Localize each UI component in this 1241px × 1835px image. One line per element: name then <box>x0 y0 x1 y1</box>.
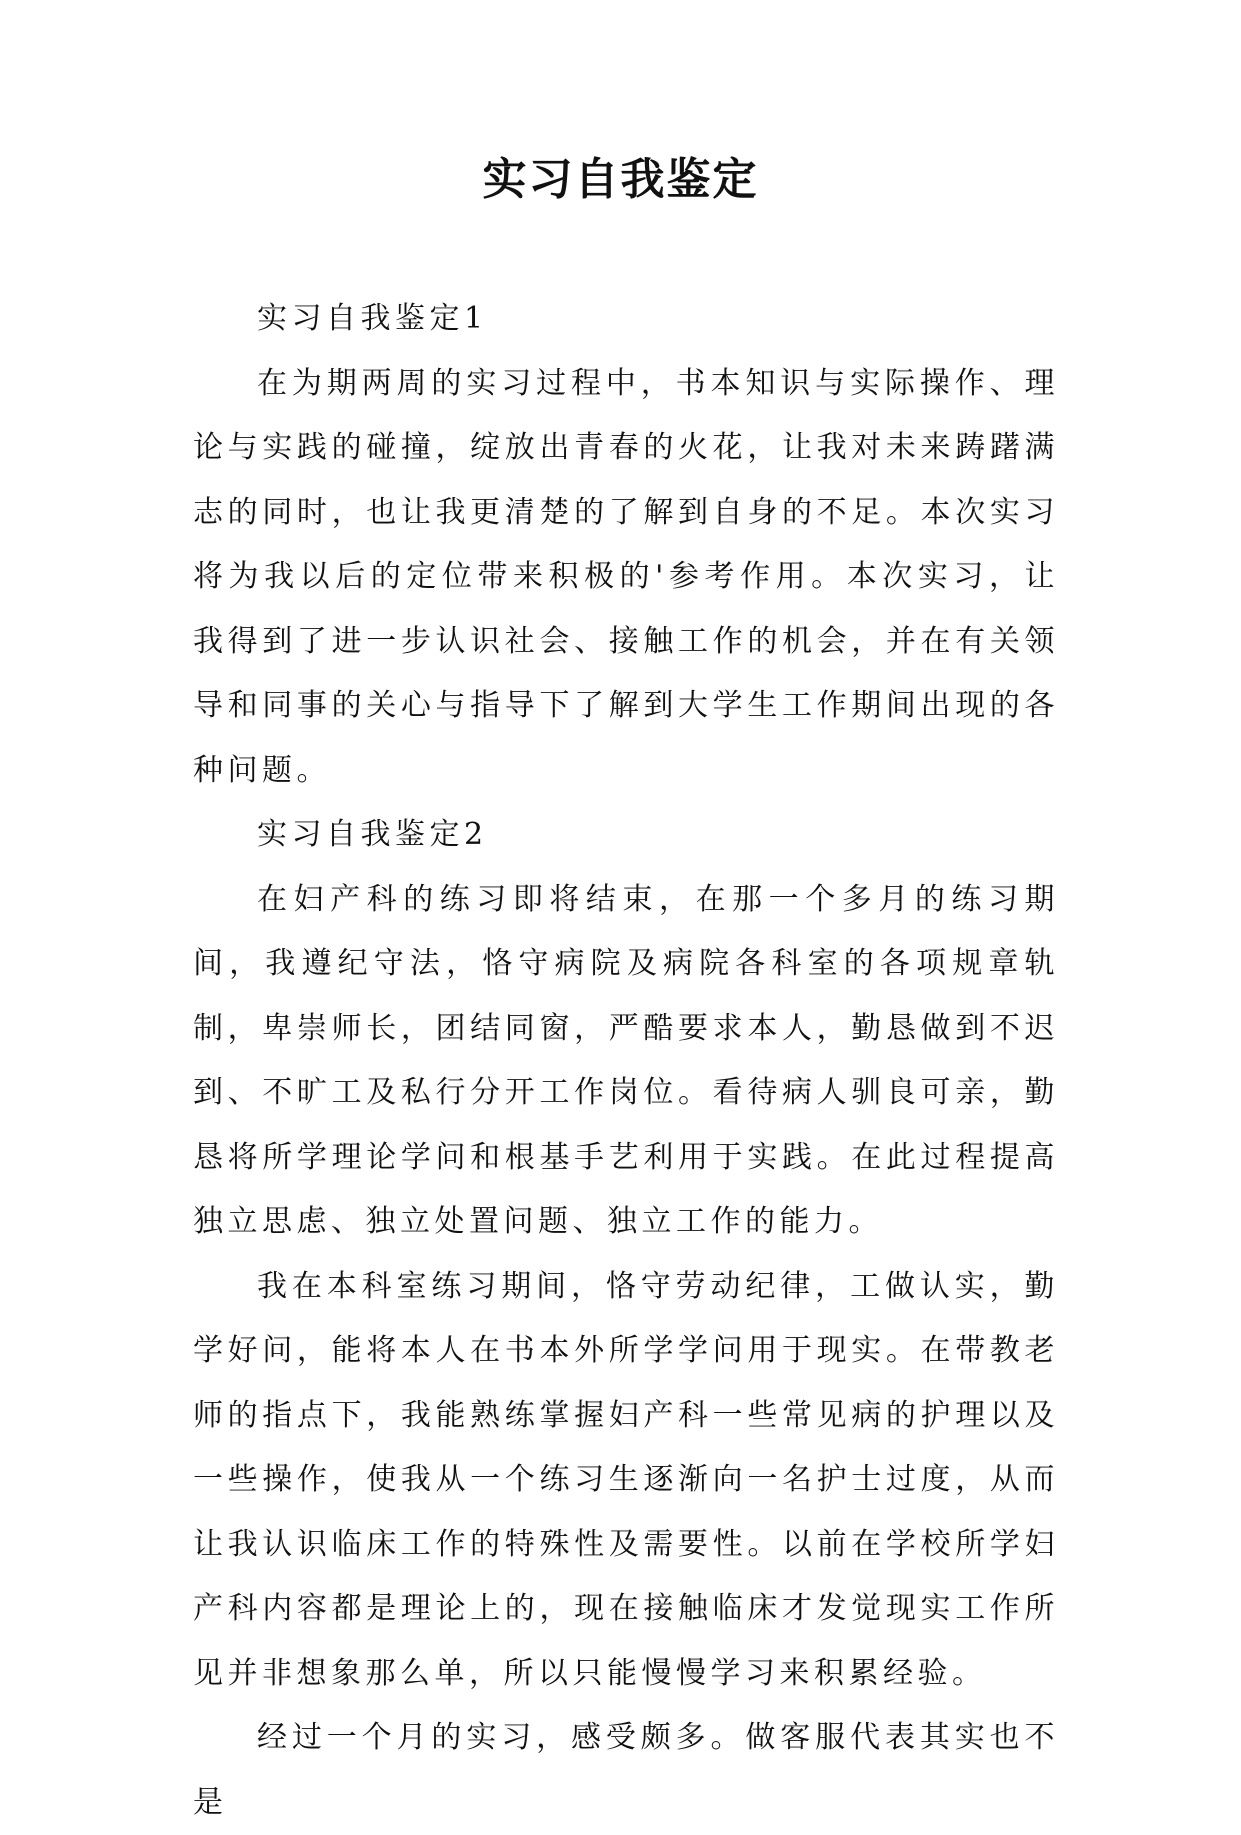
section-heading-2: 实习自我鉴定2 <box>257 817 488 852</box>
document-body <box>193 287 1059 1835</box>
section-2-paragraph-2: 我在本科室练习期间，恪守劳动纪律，工做认实，勤学好问，能将本人在书本外所学学问用于现实。在带教老师的指点下，我能熟练掌握妇产科一些常见病的护理以及一些操作，使我从一个练习生逐渐向一名护士过度，从而让我认识临床工作的特殊性及需要性。以前在学校所学妇产科内容都是理论上的，现在接触临床才发觉现实工作所见并非想象那么单，所以只能慢慢学习来积累经验。 <box>193 1268 1059 1691</box>
section-heading-1: 实习自我鉴定1 <box>257 301 488 336</box>
section-2-paragraph-1: 在妇产科的练习即将结束，在那一个多月的练习期间，我遵纪守法，恪守病院及病院各科室的各项规章轨制，卑崇师长，团结同窗，严酷要求本人，勤恳做到不迟到、不旷工及私行分开工作岗位。看待病人驯良可亲，勤恳将所学理论学问和根基手艺利用于实践。在此过程提高独立思虑、独立处置问题、独立工作的能力。 <box>193 881 1059 1239</box>
section-2-paragraph-3: 经过一个月的实习，感受颇多。做客服代表其实也不是 <box>193 1720 1059 1820</box>
section-1-paragraph-1: 在为期两周的实习过程中，书本知识与实际操作、理论与实践的碰撞，绽放出青春的火花，让我对未来踌躇满志的同时，也让我更清楚的了解到自身的不足。本次实习将为我以后的定位带来积极的'参考作用。本次实习，让我得到了进一步认识社会、接触工作的机会，并在有关领导和同事的关心与指导下了解到大学生工作期间出现的各种问题。 <box>193 365 1059 788</box>
document-title: 实习自我鉴定 <box>482 154 759 205</box>
